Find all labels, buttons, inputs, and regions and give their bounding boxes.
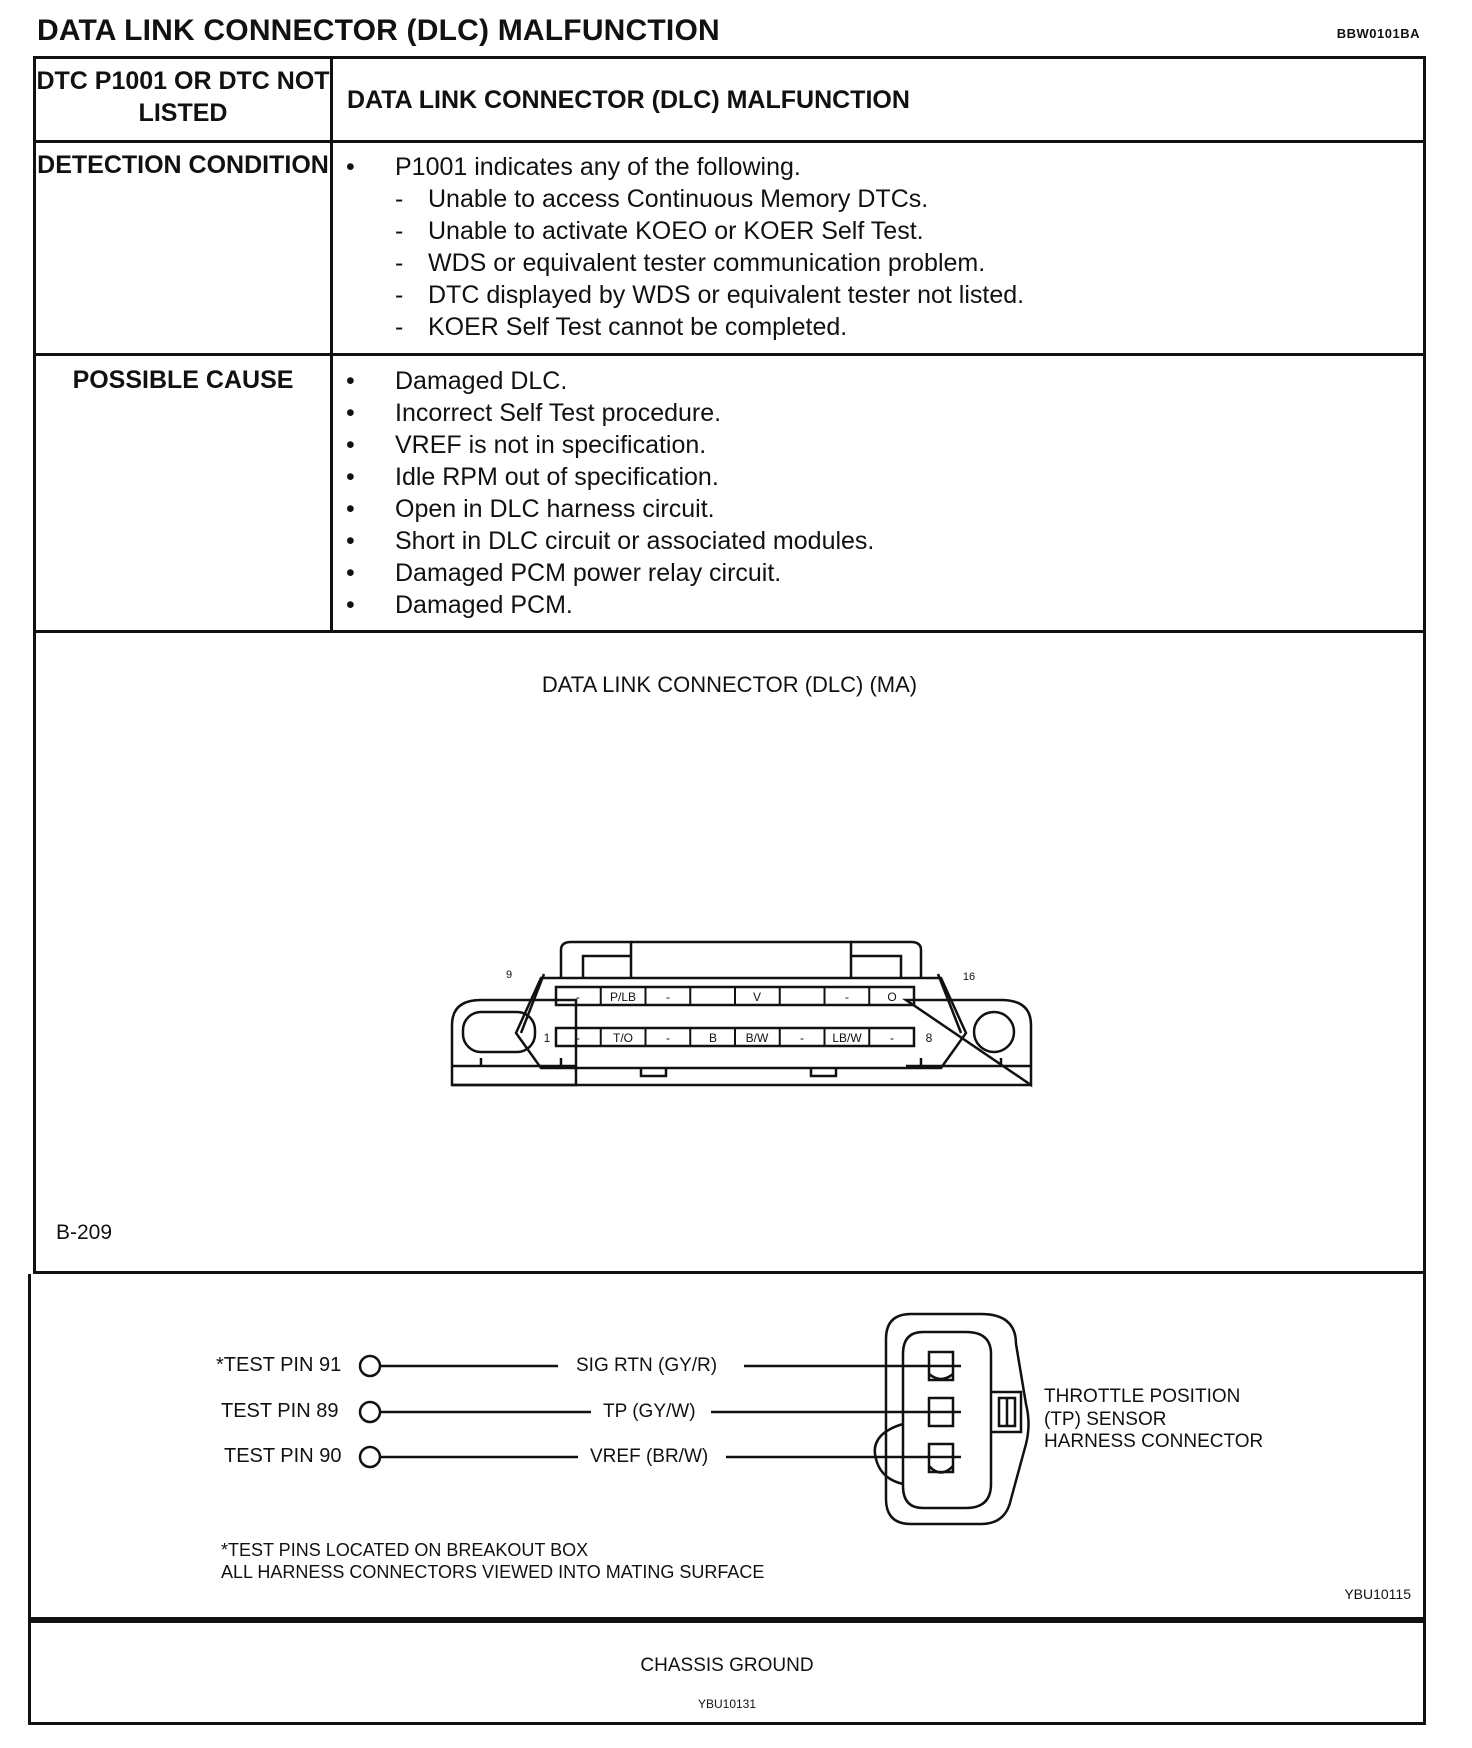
list-item: • Incorrect Self Test procedure.: [346, 399, 722, 427]
tp-figure-code: YBU10115: [1344, 1586, 1411, 1602]
list-item: • Open in DLC harness circuit.: [346, 495, 715, 523]
chassis-ground-panel: [28, 1620, 1426, 1725]
dash-icon: -: [395, 249, 404, 277]
page-title: DATA LINK CONNECTOR (DLC) MALFUNCTION: [37, 14, 720, 47]
dlc-pin-label: -: [666, 990, 670, 1004]
wire-label: TP (GY/W): [603, 1401, 696, 1422]
list-item: • Short in DLC circuit or associated modules.: [346, 527, 875, 555]
detection-content: [333, 143, 1423, 353]
cause-content: [333, 356, 1423, 630]
wire-label: SIG RTN (GY/R): [576, 1355, 718, 1376]
tp-sensor-diagram-panel: [28, 1274, 1426, 1620]
dash-icon: -: [395, 185, 404, 213]
dlc-figure-code: B-209: [56, 1221, 113, 1244]
bullet-icon: •: [346, 463, 355, 491]
dlc-pin-label: LB/W: [832, 1031, 862, 1045]
dtc-label: DTC P1001 OR DTC NOT LISTED: [36, 59, 333, 140]
dtc-row: [36, 59, 1423, 143]
list-item: • Damaged PCM.: [346, 591, 573, 619]
dlc-pin-number: 8: [925, 1031, 933, 1045]
list-item: • Damaged PCM power relay circuit.: [346, 559, 782, 587]
list-item: • P1001 indicates any of the following.: [346, 153, 801, 181]
dtc-value: DATA LINK CONNECTOR (DLC) MALFUNCTION: [347, 85, 910, 114]
connector-label: THROTTLE POSITION: [1044, 1386, 1241, 1407]
note-line: *TEST PINS LOCATED ON BREAKOUT BOX: [221, 1540, 589, 1560]
chassis-ground-label: CHASSIS GROUND: [640, 1655, 814, 1676]
ground-figure-code: YBU10131: [697, 1697, 757, 1711]
dlc-pin-number: 16: [962, 971, 976, 983]
list-item: - DTC displayed by WDS or equivalent tester not listed.: [395, 281, 1025, 309]
bullet-icon: •: [346, 153, 355, 181]
dlc-pin-label: -: [576, 1031, 580, 1045]
list-item: - WDS or equivalent tester communication problem.: [395, 249, 986, 277]
bullet-icon: •: [346, 495, 355, 523]
dlc-pin-number: 9: [505, 969, 513, 981]
list-item: - KOER Self Test cannot be completed.: [395, 313, 848, 341]
test-pin-label: TEST PIN 90: [224, 1445, 342, 1467]
list-item: - Unable to activate KOEO or KOER Self Test.: [395, 217, 924, 245]
dlc-pin-label: P/LB: [609, 990, 637, 1004]
dlc-connector-diagram: [401, 908, 1081, 1108]
list-item: • VREF is not in specification.: [346, 431, 707, 459]
dlc-pin-label: V: [752, 990, 762, 1004]
dlc-pin-label: T/O: [613, 1031, 633, 1045]
dlc-pin-label: -: [666, 1031, 670, 1045]
dlc-pin-label: -: [845, 990, 849, 1004]
dlc-pin-label: B/W: [745, 1031, 769, 1045]
wire-label: VREF (BR/W): [590, 1446, 709, 1467]
connector-label: HARNESS CONNECTOR: [1044, 1431, 1264, 1452]
test-pin-label: TEST PIN 89: [221, 1400, 339, 1422]
dlc-pin-label: B: [708, 1031, 718, 1045]
dlc-diagram-title: DATA LINK CONNECTOR (DLC) (MA): [541, 672, 918, 697]
detection-row: [36, 143, 1423, 356]
cause-label: POSSIBLE CAUSE: [36, 356, 333, 630]
dash-icon: -: [395, 281, 404, 309]
bullet-icon: •: [346, 399, 355, 427]
connector-label: (TP) SENSOR: [1044, 1409, 1167, 1430]
dlc-pin-label: O: [887, 990, 897, 1004]
bullet-icon: •: [346, 527, 355, 555]
dlc-pin-number: 1: [543, 1031, 551, 1045]
bullet-icon: •: [346, 367, 355, 395]
list-item: - Unable to access Continuous Memory DTCs.: [395, 185, 929, 213]
dlc-pin-label: -: [800, 1031, 804, 1045]
document-code: BBW0101BA: [1336, 26, 1420, 41]
dash-icon: -: [395, 313, 404, 341]
dlc-pin-label: -: [890, 1031, 894, 1045]
dtc-table: [33, 56, 1426, 633]
list-item: • Damaged DLC.: [346, 367, 568, 395]
cause-row: [36, 356, 1423, 630]
note-line: ALL HARNESS CONNECTORS VIEWED INTO MATING SURFACE: [221, 1562, 765, 1582]
dlc-diagram-panel: [33, 620, 1426, 1274]
list-item: • Idle RPM out of specification.: [346, 463, 719, 491]
test-pin-label: *TEST PIN 91: [216, 1354, 342, 1376]
dlc-pin-label: -: [576, 990, 580, 1004]
dash-icon: -: [395, 217, 404, 245]
detection-label: DETECTION CONDITION: [36, 143, 333, 353]
bullet-icon: •: [346, 431, 355, 459]
bullet-icon: •: [346, 559, 355, 587]
bullet-icon: •: [346, 591, 355, 619]
